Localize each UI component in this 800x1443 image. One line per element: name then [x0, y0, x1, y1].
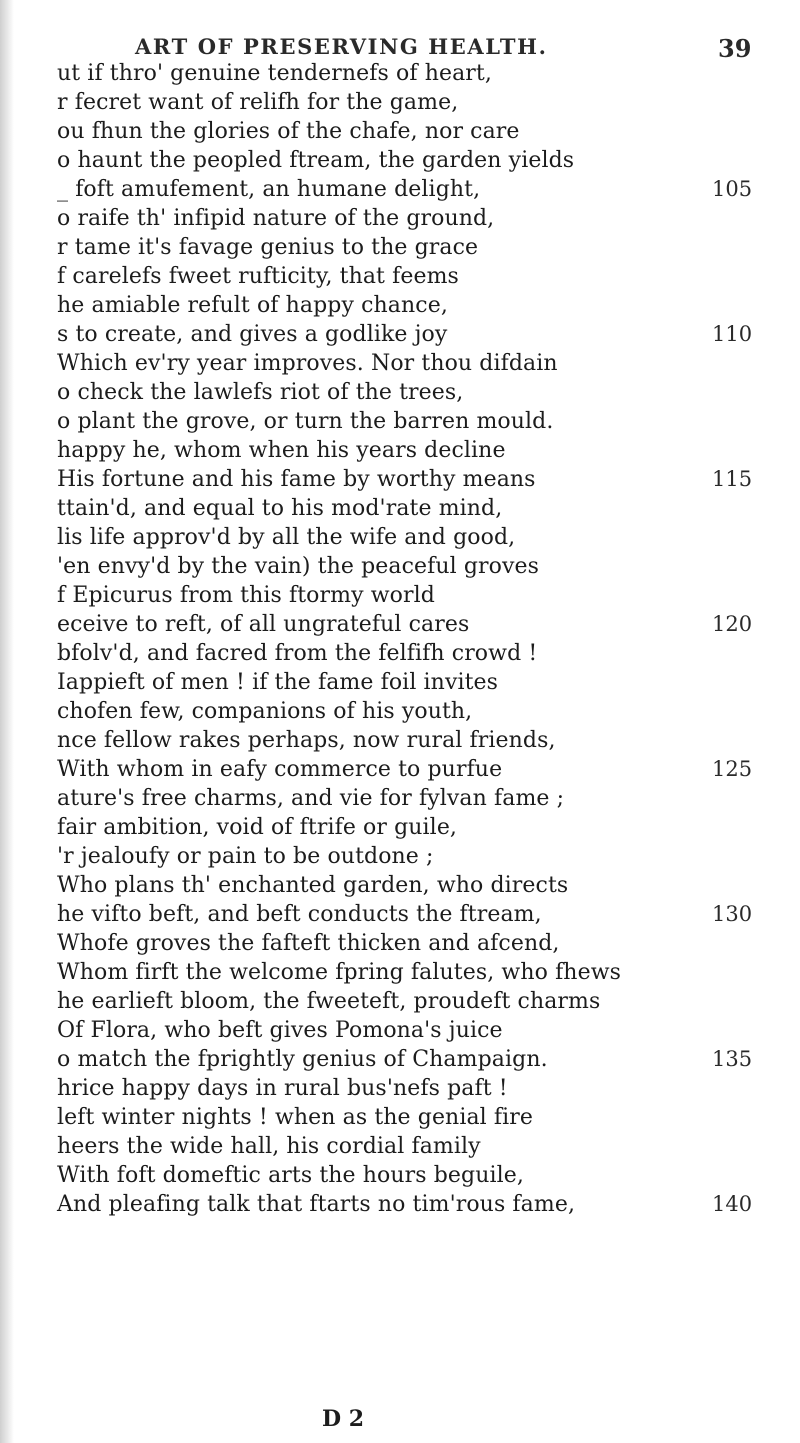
- line-number: 130: [712, 902, 753, 926]
- poem-line: he earlieft bloom, the fweeteft, proudeft charms: [57, 989, 601, 1014]
- signature-mark: D 2: [322, 1406, 365, 1432]
- poem-line: With foft domeftic arts the hours beguile,: [57, 1163, 524, 1188]
- poem-line: 'r jealoufy or pain to be outdone ;: [57, 844, 434, 869]
- poem-line: ou fhun the glories of the chafe, nor care: [57, 119, 520, 144]
- poem-line: And pleafing talk that ftarts no tim'rous fame,: [57, 1192, 576, 1217]
- binding-gutter-shadow: [0, 0, 14, 1443]
- poem-line: chofen few, companions of his youth,: [57, 699, 473, 724]
- poem-line: f carelefs fweet rufticity, that feems: [57, 264, 459, 289]
- poem-line: heers the wide hall, his cordial family: [57, 1134, 481, 1159]
- poem-line: happy he, whom when his years decline: [57, 438, 506, 463]
- poem-line: ut if thro' genuine tendernefs of heart,: [57, 61, 492, 86]
- poem-line: o haunt the peopled ftream, the garden yields: [57, 148, 575, 173]
- poem-line: Who plans th' enchanted garden, who directs: [57, 873, 569, 898]
- poem-line: r fecret want of relifh for the game,: [57, 90, 459, 115]
- poem-line: he amiable refult of happy chance,: [57, 293, 448, 318]
- line-number: 105: [712, 177, 753, 201]
- poem-line: s to create, and gives a godlike joy: [57, 322, 448, 347]
- poem-line: o raife th' infipid nature of the ground,: [57, 206, 495, 231]
- poem-line: 'en envy'd by the vain) the peaceful groves: [57, 554, 540, 579]
- poem-line: lis life approv'd by all the wife and good,: [57, 525, 516, 550]
- line-number: 140: [712, 1192, 753, 1216]
- poem-line: hrice happy days in rural bus'nefs paft !: [57, 1076, 508, 1101]
- poem-line: f Epicurus from this ftormy world: [57, 583, 435, 608]
- poem-line: r tame it's favage genius to the grace: [57, 235, 479, 260]
- poem-line: Of Flora, who beft gives Pomona's juice: [57, 1018, 503, 1043]
- running-title: ART OF PRESERVING HEALTH.: [135, 34, 548, 59]
- poem-line: _ foft amufement, an humane delight,: [57, 177, 481, 202]
- poem-line: bfolv'd, and facred from the felfifh crowd !: [57, 641, 538, 666]
- poem-line: he vifto beft, and beft conducts the ftream,: [57, 902, 542, 927]
- poem-line: nce fellow rakes perhaps, now rural friends,: [57, 728, 556, 753]
- poem-line: With whom in eafy commerce to purfue: [57, 757, 503, 782]
- poem-line: ttain'd, and equal to his mod'rate mind,: [57, 496, 503, 521]
- line-number: 115: [712, 467, 753, 491]
- poem-line: Which ev'ry year improves. Nor thou difdain: [57, 351, 558, 376]
- page-number: 39: [718, 34, 752, 63]
- poem-line: o match the fprightly genius of Champaign.: [57, 1047, 548, 1072]
- poem-line: ature's free charms, and vie for fylvan fame ;: [57, 786, 565, 811]
- poem-line: Iappieft of men ! if the fame foil invites: [57, 670, 499, 695]
- poem-line: Whofe groves the fafteft thicken and afcend,: [57, 931, 560, 956]
- line-number: 125: [712, 757, 753, 781]
- poem-line: o check the lawlefs riot of the trees,: [57, 380, 464, 405]
- line-number: 135: [712, 1047, 753, 1071]
- poem-line: fair ambition, void of ftrife or guile,: [57, 815, 458, 840]
- poem-line: His fortune and his fame by worthy means: [57, 467, 536, 492]
- poem-line: left winter nights ! when as the genial fire: [57, 1105, 534, 1130]
- poem-line: eceive to reft, of all ungrateful cares: [57, 612, 470, 637]
- line-number: 120: [712, 612, 753, 636]
- poem-line: Whom firft the welcome fpring falutes, who fhews: [57, 960, 622, 985]
- poem-line: o plant the grove, or turn the barren mould.: [57, 409, 554, 434]
- line-number: 110: [712, 322, 753, 346]
